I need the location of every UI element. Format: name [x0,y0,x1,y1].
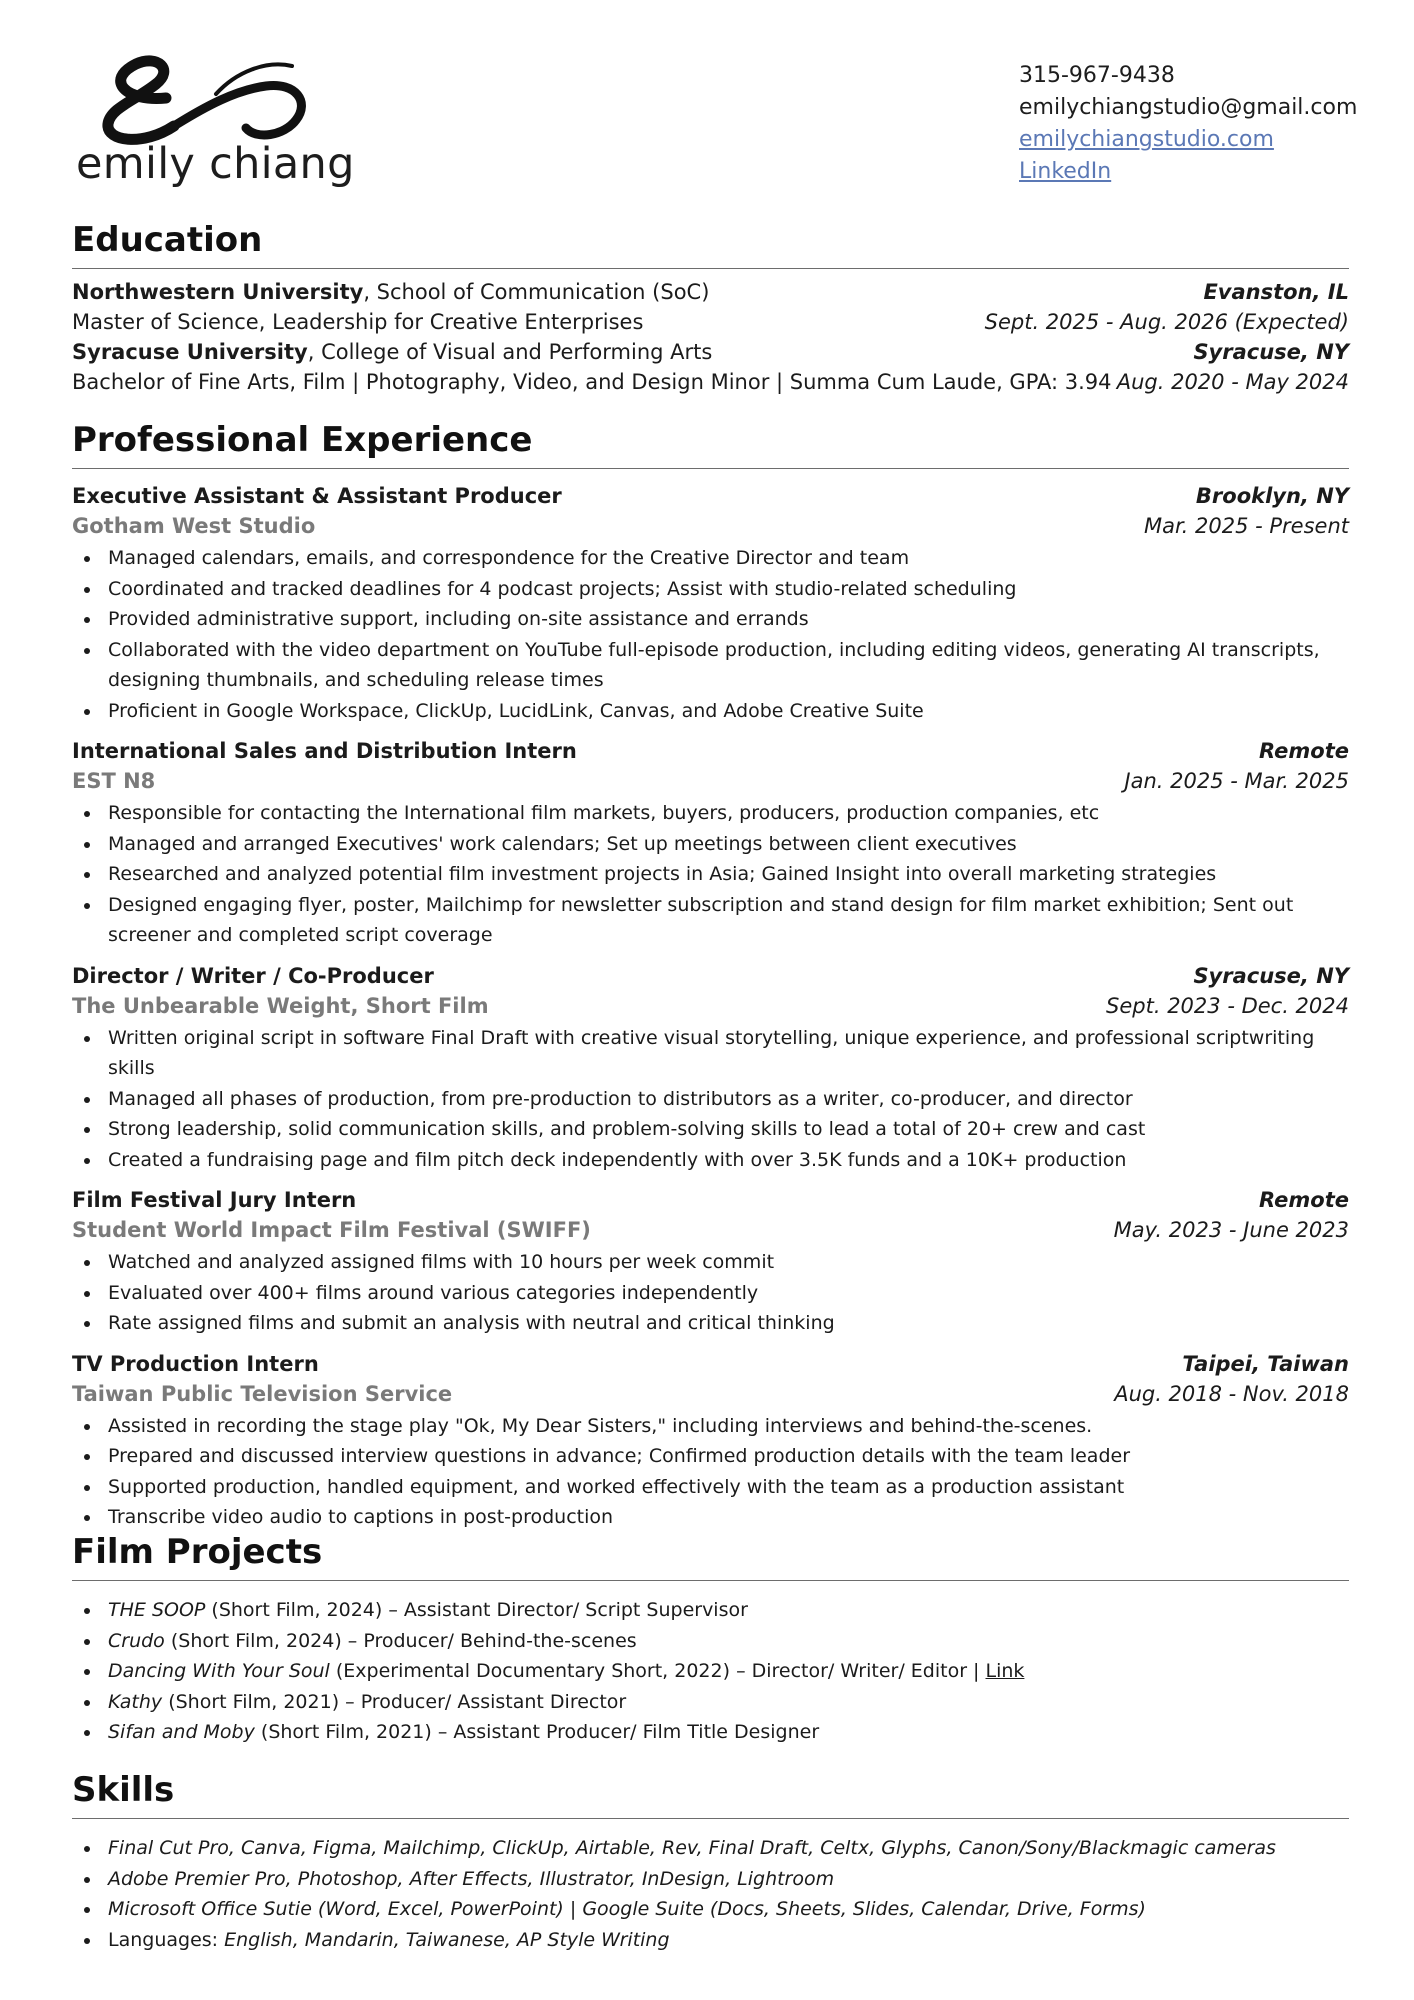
company-name: Taiwan Public Television Service [72,1381,453,1406]
job-company-row [72,991,1349,1021]
job-list [72,481,1349,1533]
ec-logo-mark [96,50,316,150]
project-detail: (Short Film, 2024) – Producer/ Behind-the-scenes [164,1629,637,1652]
skill-item: Microsoft Office Sutie (Word, Excel, PowerPoint) | Google Suite (Docs, Sheets, Slides, Calendar, Drive, Forms) [108,1894,1349,1925]
job-header-row [72,961,1349,991]
languages-value: English, Mandarin, Taiwanese, AP Style Writing [224,1928,670,1951]
company-name: The Unbearable Weight, Short Film [72,993,489,1018]
job-bullet: Supported production, handled equipment, and worked effectively with the team as a production assistant [108,1472,1349,1503]
project-title: Sifan and Moby [108,1721,255,1743]
degree: Master of Science, Leadership for Creative Enterprises [72,310,644,334]
job-bullets [72,1411,1349,1533]
job-bullet: Prepared and discussed interview questions in advance; Confirmed production details with the team leader [108,1441,1349,1472]
skill-list [72,1833,1349,1955]
education-section [72,218,1349,397]
job-title: Director / Writer / Co-Producer [72,963,434,988]
education-dates: Sept. 2025 - Aug. 2026 (Expected) [984,310,1349,334]
company-name: Gotham West Studio [72,514,316,538]
job-bullet: Proficient in Google Workspace, ClickUp, LucidLink, Canvas, and Adobe Creative Suite [108,696,1349,727]
project-list [72,1595,1349,1748]
job-header-row [72,736,1349,766]
job-bullet: Managed calendars, emails, and correspondence for the Creative Director and team [108,543,1349,574]
project-link[interactable]: Link [985,1660,1025,1682]
skill-item: Final Cut Pro, Canva, Figma, Mailchimp, ClickUp, Airtable, Rev, Final Draft, Celtx, Glyphs, Canon/Sony/Blackmagic cameras [108,1833,1349,1864]
project-item [108,1717,1349,1748]
job-bullet: Rate assigned films and submit an analysis with neutral and critical thinking [108,1308,1349,1339]
job-title: Executive Assistant & Assistant Producer [72,484,562,508]
job-bullets [72,1023,1349,1176]
job-bullet: Collaborated with the video department on YouTube full-episode production, including editing videos, generating AI transcripts, designing thumbnails, and scheduling release times [108,635,1349,696]
job-bullet: Created a fundraising page and film pitch deck independently with over 3.5K funds and a 10K+ production [108,1145,1349,1176]
job-bullets [72,798,1349,951]
job-bullet: Responsible for contacting the International film markets, buyers, producers, production companies, etc [108,798,1349,829]
skill-item-languages [108,1925,1349,1956]
job-header-row [72,1185,1349,1215]
skills-heading: Skills [72,1770,175,1810]
job-bullet: Designed engaging flyer, poster, Mailchimp for newsletter subscription and stand design for film market exhibition; Sent out screener and completed script coverage [108,890,1349,951]
project-title: THE SOOP [108,1599,206,1621]
job-bullet: Coordinated and tracked deadlines for 4 podcast projects; Assist with studio-related scheduling [108,574,1349,605]
job-entry [72,736,1349,951]
school-name: Northwestern University [72,280,364,304]
project-title: Dancing With Your Soul [108,1660,330,1682]
job-location: Remote [1259,739,1349,763]
job-company-row [72,1215,1349,1245]
project-title: Crudo [108,1629,165,1652]
job-bullet: Managed and arranged Executives' work calendars; Set up meetings between client executives [108,829,1349,860]
job-bullet: Watched and analyzed assigned films with 10 hours per week commit [108,1247,1349,1278]
skill-item: Adobe Premier Pro, Photoshop, After Effects, Illustrator, InDesign, Lightroom [108,1864,1349,1895]
project-detail: (Experimental Documentary Short, 2022) – Director/ Writer/ Editor | [329,1660,986,1682]
email-address: emilychiangstudio@gmail.com [1019,95,1358,120]
section-divider [72,1818,1349,1819]
degree: Bachelor of Fine Arts, Film | Photography, Video, and Design Minor | Summa Cum Laude, GPA: 3.94 [72,370,1112,394]
education-row [72,277,1349,307]
projects-heading: Film Projects [72,1532,323,1572]
education-dates: Aug. 2020 - May 2024 [1116,370,1349,394]
job-bullet: Evaluated over 400+ films around various categories independently [108,1278,1349,1309]
job-entry [72,1349,1349,1533]
project-item [108,1687,1349,1718]
experience-heading: Professional Experience [72,420,533,460]
job-header-row [72,1349,1349,1379]
education-row [72,307,1349,337]
job-location: Syracuse, NY [1193,963,1349,988]
job-location: Taipei, Taiwan [1182,1351,1349,1376]
projects-section [72,1530,1349,1748]
education-heading: Education [72,220,263,260]
project-item [108,1656,1349,1687]
job-bullet: Written original script in software Final Draft with creative visual storytelling, unique experience, and professional scriptwriting skills [108,1023,1349,1084]
candidate-name: emily chiang [76,139,355,189]
section-divider [72,468,1349,469]
job-dates: Mar. 2025 - Present [1143,514,1349,538]
job-bullet: Provided administrative support, including on-site assistance and errands [108,604,1349,635]
school-location: Evanston, IL [1203,280,1349,304]
job-bullet: Transcribe video audio to captions in post-production [108,1502,1349,1533]
job-dates: Jan. 2025 - Mar. 2025 [1124,769,1349,793]
school-name: Syracuse University [72,340,308,364]
website-link[interactable]: emilychiangstudio.com [1019,127,1274,152]
contact-block [1019,60,1357,188]
languages-label: Languages: [108,1928,225,1951]
job-location: Remote [1259,1188,1349,1212]
job-company-row [72,766,1349,796]
job-bullets [72,1247,1349,1339]
company-name: EST N8 [72,769,156,793]
section-divider [72,268,1349,269]
job-bullets [72,543,1349,726]
job-company-row [72,511,1349,541]
job-bullet: Assisted in recording the stage play "Ok, My Dear Sisters," including interviews and behind-the-scenes. [108,1411,1349,1442]
job-entry [72,481,1349,726]
job-title: Film Festival Jury Intern [72,1188,357,1212]
education-row [72,337,1349,367]
job-entry [72,1185,1349,1339]
project-item [108,1626,1349,1657]
project-item [108,1595,1349,1626]
linkedin-link[interactable]: LinkedIn [1019,159,1112,184]
job-dates: Sept. 2023 - Dec. 2024 [1106,993,1349,1018]
job-header-row [72,481,1349,511]
job-bullet: Strong leadership, solid communication skills, and problem-solving skills to lead a total of 20+ crew and cast [108,1114,1349,1145]
job-title: TV Production Intern [72,1351,319,1376]
job-title: International Sales and Distribution Intern [72,739,577,763]
job-entry [72,961,1349,1176]
section-divider [72,1580,1349,1581]
phone-number: 315-967-9438 [1019,63,1175,88]
job-location: Brooklyn, NY [1195,484,1349,508]
job-bullet: Managed all phases of production, from pre-production to distributors as a writer, co-producer, and director [108,1084,1349,1115]
school-suffix: , College of Visual and Performing Arts [307,340,713,364]
education-row [72,367,1349,397]
project-detail: (Short Film, 2021) – Assistant Producer/ Film Title Designer [254,1721,820,1743]
company-name: Student World Impact Film Festival (SWIFF) [72,1218,591,1242]
skills-section [72,1768,1349,1955]
project-title: Kathy [108,1690,163,1713]
school-suffix: , School of Communication (SoC) [363,280,710,304]
project-detail: (Short Film, 2024) – Assistant Director/ Script Supervisor [205,1599,748,1621]
school-location: Syracuse, NY [1193,340,1349,364]
job-company-row [72,1379,1349,1409]
project-detail: (Short Film, 2021) – Producer/ Assistant Director [162,1690,627,1713]
job-dates: Aug. 2018 - Nov. 2018 [1114,1381,1349,1406]
experience-section [72,418,1349,1533]
job-bullet: Researched and analyzed potential film investment projects in Asia; Gained Insight into overall marketing strategies [108,859,1349,890]
job-dates: May. 2023 - June 2023 [1113,1218,1349,1242]
